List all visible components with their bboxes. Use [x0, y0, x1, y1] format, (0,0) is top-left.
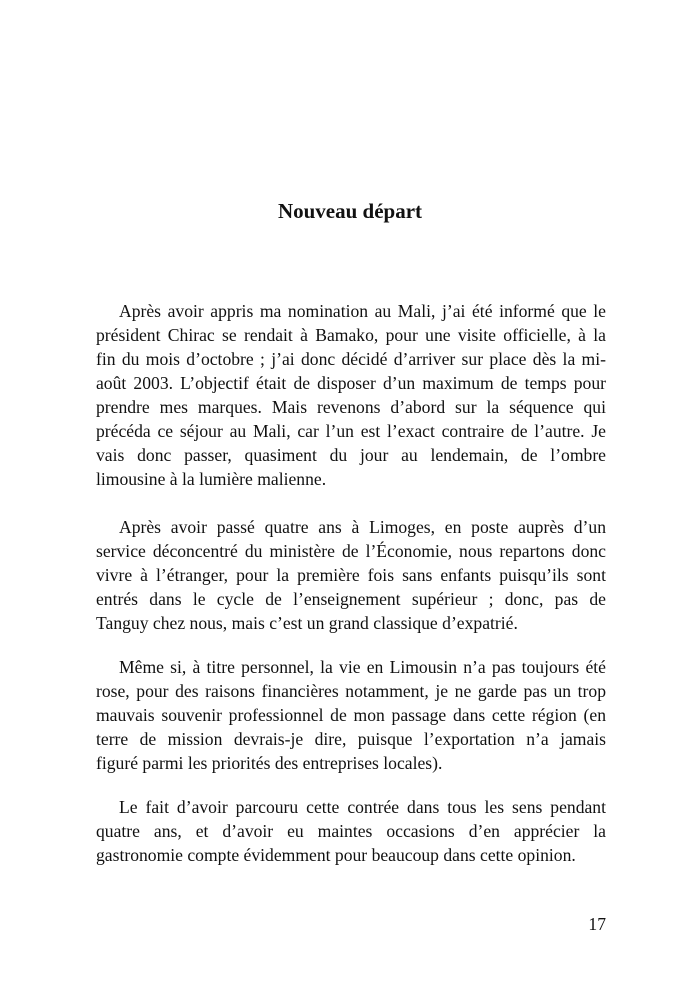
text-line: Après avoir passé quatre ans à Limoges, en poste auprès d’un: [119, 517, 606, 537]
paragraph: [96, 515, 606, 635]
text-line: président Chirac se rendait à Bamako, pour une visite officielle, à la: [96, 325, 606, 345]
text-line: prendre mes marques. Mais revenons d’abord sur la séquence qui: [96, 397, 606, 417]
text-line: limousine à la lumière malienne.: [96, 469, 327, 489]
text-line: entrés dans le cycle de l’enseignement supérieur ; donc, pas de: [96, 589, 606, 609]
text-line: Même si, à titre personnel, la vie en Limousin n’a pas toujours été: [119, 657, 606, 677]
paragraph: [96, 655, 606, 775]
text-line: terre de mission devrais-je dire, puisque l’exportation n’a jamais: [96, 729, 606, 749]
chapter-title: Nouveau départ: [277, 199, 423, 223]
text-line: service déconcentré du ministère de l’Économie, nous repartons donc: [96, 541, 606, 561]
paragraph: [96, 795, 606, 867]
text-line: figuré parmi les priorités des entreprises locales).: [96, 753, 443, 773]
text-line: vivre à l’étranger, pour la première fois sans enfants puisqu’ils sont: [96, 565, 606, 585]
text-line: gastronomie compte évidemment pour beaucoup dans cette opinion.: [96, 845, 576, 865]
text-line: Le fait d’avoir parcouru cette contrée dans tous les sens pendant: [119, 797, 606, 817]
paragraph: [96, 299, 606, 491]
text-line: précéda ce séjour au Mali, car l’un est l’exact contraire de l’autre. Je: [96, 421, 606, 441]
text-line: Après avoir appris ma nomination au Mali, j’ai été informé que le: [119, 301, 606, 321]
page-number: 17: [588, 914, 606, 934]
text-line: fin du mois d’octobre ; j’ai donc décidé d’arriver sur place dès la mi-: [96, 349, 606, 369]
text-line: Tanguy chez nous, mais c’est un grand classique d’expatrié.: [96, 613, 518, 633]
text-line: rose, pour des raisons financières notamment, je ne garde pas un trop: [96, 681, 606, 701]
text-line: août 2003. L’objectif était de disposer d’un maximum de temps pour: [96, 373, 606, 393]
text-line: vais donc passer, quasiment du jour au lendemain, de l’ombre: [96, 445, 606, 465]
text-line: mauvais souvenir professionnel de mon passage dans cette région (en: [96, 705, 606, 725]
text-line: quatre ans, et d’avoir eu maintes occasions d’en apprécier la: [96, 821, 606, 841]
